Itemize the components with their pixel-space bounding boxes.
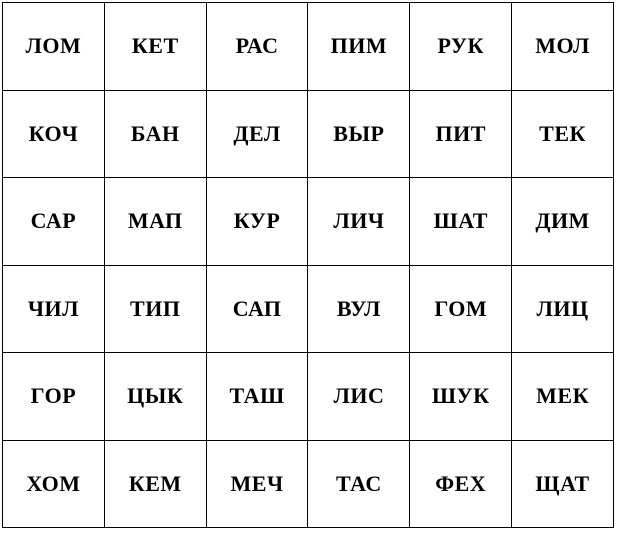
grid-cell: ФЕХ (410, 440, 512, 528)
grid-cell: ДИМ (512, 178, 614, 266)
grid-cell: МОЛ (512, 3, 614, 91)
grid-cell: ЛИЦ (512, 265, 614, 353)
grid-cell: КЕТ (104, 3, 206, 91)
grid-cell: ШАТ (410, 178, 512, 266)
grid-cell: ВЫР (308, 90, 410, 178)
grid-cell: РАС (206, 3, 308, 91)
grid-cell: САР (3, 178, 105, 266)
grid-cell: ТЕК (512, 90, 614, 178)
grid-cell: ЦЫК (104, 353, 206, 441)
grid-row (3, 3, 614, 91)
grid-cell: ШУК (410, 353, 512, 441)
grid-cell: ЧИЛ (3, 265, 105, 353)
grid-cell: ДЕЛ (206, 90, 308, 178)
grid-cell: ТИП (104, 265, 206, 353)
grid-cell: КЕМ (104, 440, 206, 528)
grid-cell: МЕК (512, 353, 614, 441)
grid-cell: ЩАТ (512, 440, 614, 528)
grid-row (3, 440, 614, 528)
grid-cell: ЛИС (308, 353, 410, 441)
grid-cell: ЛИЧ (308, 178, 410, 266)
grid-cell: ГОР (3, 353, 105, 441)
syllable-grid (2, 2, 614, 528)
grid-cell: БАН (104, 90, 206, 178)
grid-cell: САП (206, 265, 308, 353)
grid-cell: ТАС (308, 440, 410, 528)
grid-cell: КУР (206, 178, 308, 266)
grid-cell: ТАШ (206, 353, 308, 441)
grid-cell: ПИТ (410, 90, 512, 178)
grid-row (3, 265, 614, 353)
grid-cell: ВУЛ (308, 265, 410, 353)
grid-cell: КОЧ (3, 90, 105, 178)
grid-cell: ГОМ (410, 265, 512, 353)
grid-cell: РУК (410, 3, 512, 91)
grid-cell: ЛОМ (3, 3, 105, 91)
grid-row (3, 353, 614, 441)
grid-cell: ХОМ (3, 440, 105, 528)
grid-row (3, 90, 614, 178)
grid-cell: МЕЧ (206, 440, 308, 528)
grid-cell: МАП (104, 178, 206, 266)
grid-row (3, 178, 614, 266)
grid-cell: ПИМ (308, 3, 410, 91)
